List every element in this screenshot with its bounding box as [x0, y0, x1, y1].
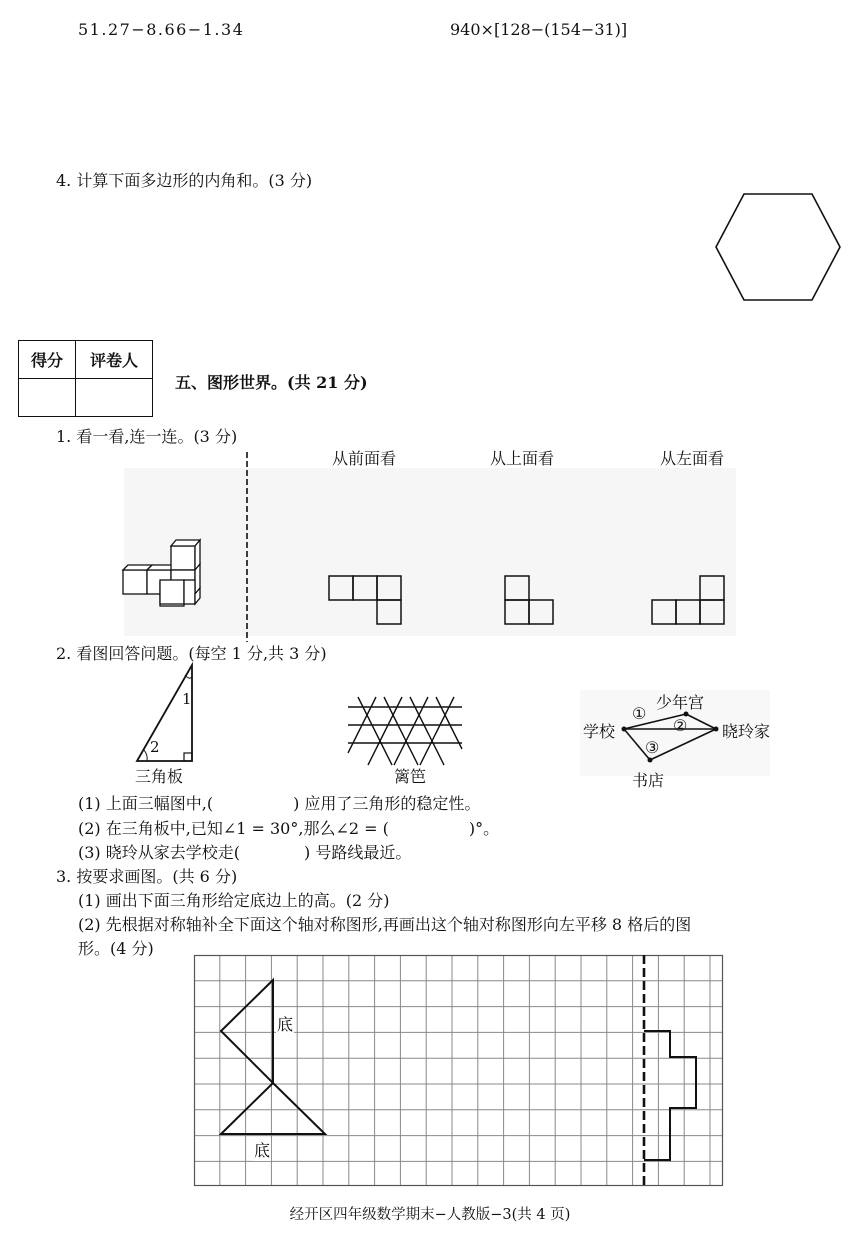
divider-dashed-line: [244, 452, 250, 642]
cube-stack-figure: [120, 534, 212, 608]
section-5-title: 五、图形世界。(共 21 分): [175, 373, 368, 392]
view-panel-background: [124, 468, 736, 636]
home-label: 晓玲家: [722, 722, 771, 741]
question-2-sub-3: (3) 晓玲从家去学校走( ) 号路线最近。: [78, 843, 412, 862]
base-label-triangle-2: 底: [253, 1138, 271, 1161]
question-3-sub-2-line-1: (2) 先根据对称轴补全下面这个轴对称图形,再画出这个轴对称图形向左平移 8 格后的图: [78, 915, 692, 934]
fence-label: 篱笆: [394, 767, 427, 786]
question-3-sub-2-line-2: 形。(4 分): [78, 939, 154, 958]
route-3-label: ③: [645, 738, 660, 757]
score-table: [18, 340, 153, 417]
left-view-figure: [650, 574, 728, 628]
school-label: 学校: [583, 722, 616, 741]
grader-cell[interactable]: [76, 379, 153, 417]
question-2-sub-1: (1) 上面三幅图中,( ) 应用了三角形的稳定性。: [78, 794, 481, 813]
grader-header: 评卷人: [76, 341, 153, 379]
hexagon-figure: [714, 192, 842, 302]
triangle-ruler-figure: [135, 663, 201, 765]
view-label-top: 从上面看: [490, 449, 555, 468]
question-1: 1. 看一看,连一连。(3 分): [56, 427, 238, 446]
question-3-sub-1: (1) 画出下面三角形给定底边上的高。(2 分): [78, 891, 390, 910]
route-2-label: ②: [673, 716, 688, 735]
question-2: 2. 看图回答问题。(每空 1 分,共 3 分): [56, 644, 327, 663]
top-view-figure: [503, 574, 557, 628]
route-1-label: ①: [632, 704, 647, 723]
angle-1-label: 1: [182, 690, 192, 708]
expression-right: 940×[128−(154−31)]: [450, 20, 628, 39]
page-footer: 经开区四年级数学期末−人教版−3(共 4 页): [289, 1207, 571, 1223]
fence-figure: [346, 695, 464, 767]
expression-left: 51.27−8.66−1.34: [78, 20, 245, 39]
view-label-front: 从前面看: [332, 449, 397, 468]
view-label-left: 从左面看: [660, 449, 725, 468]
drawing-grid[interactable]: [194, 955, 724, 1187]
bookstore-label: 书店: [632, 771, 665, 790]
score-cell[interactable]: [19, 379, 76, 417]
question-4: 4. 计算下面多边形的内角和。(3 分): [56, 171, 313, 190]
question-2-sub-2: (2) 在三角板中,已知∠1 = 30°,那么∠2 = ( )°。: [78, 819, 500, 838]
angle-2-label: 2: [150, 738, 160, 756]
score-header: 得分: [19, 341, 76, 379]
triangle-ruler-label: 三角板: [135, 767, 184, 786]
palace-label: 少年宫: [656, 693, 705, 712]
question-3: 3. 按要求画图。(共 6 分): [56, 867, 238, 886]
base-label-triangle-1: 底: [276, 1012, 294, 1035]
front-view-figure: [327, 574, 405, 628]
